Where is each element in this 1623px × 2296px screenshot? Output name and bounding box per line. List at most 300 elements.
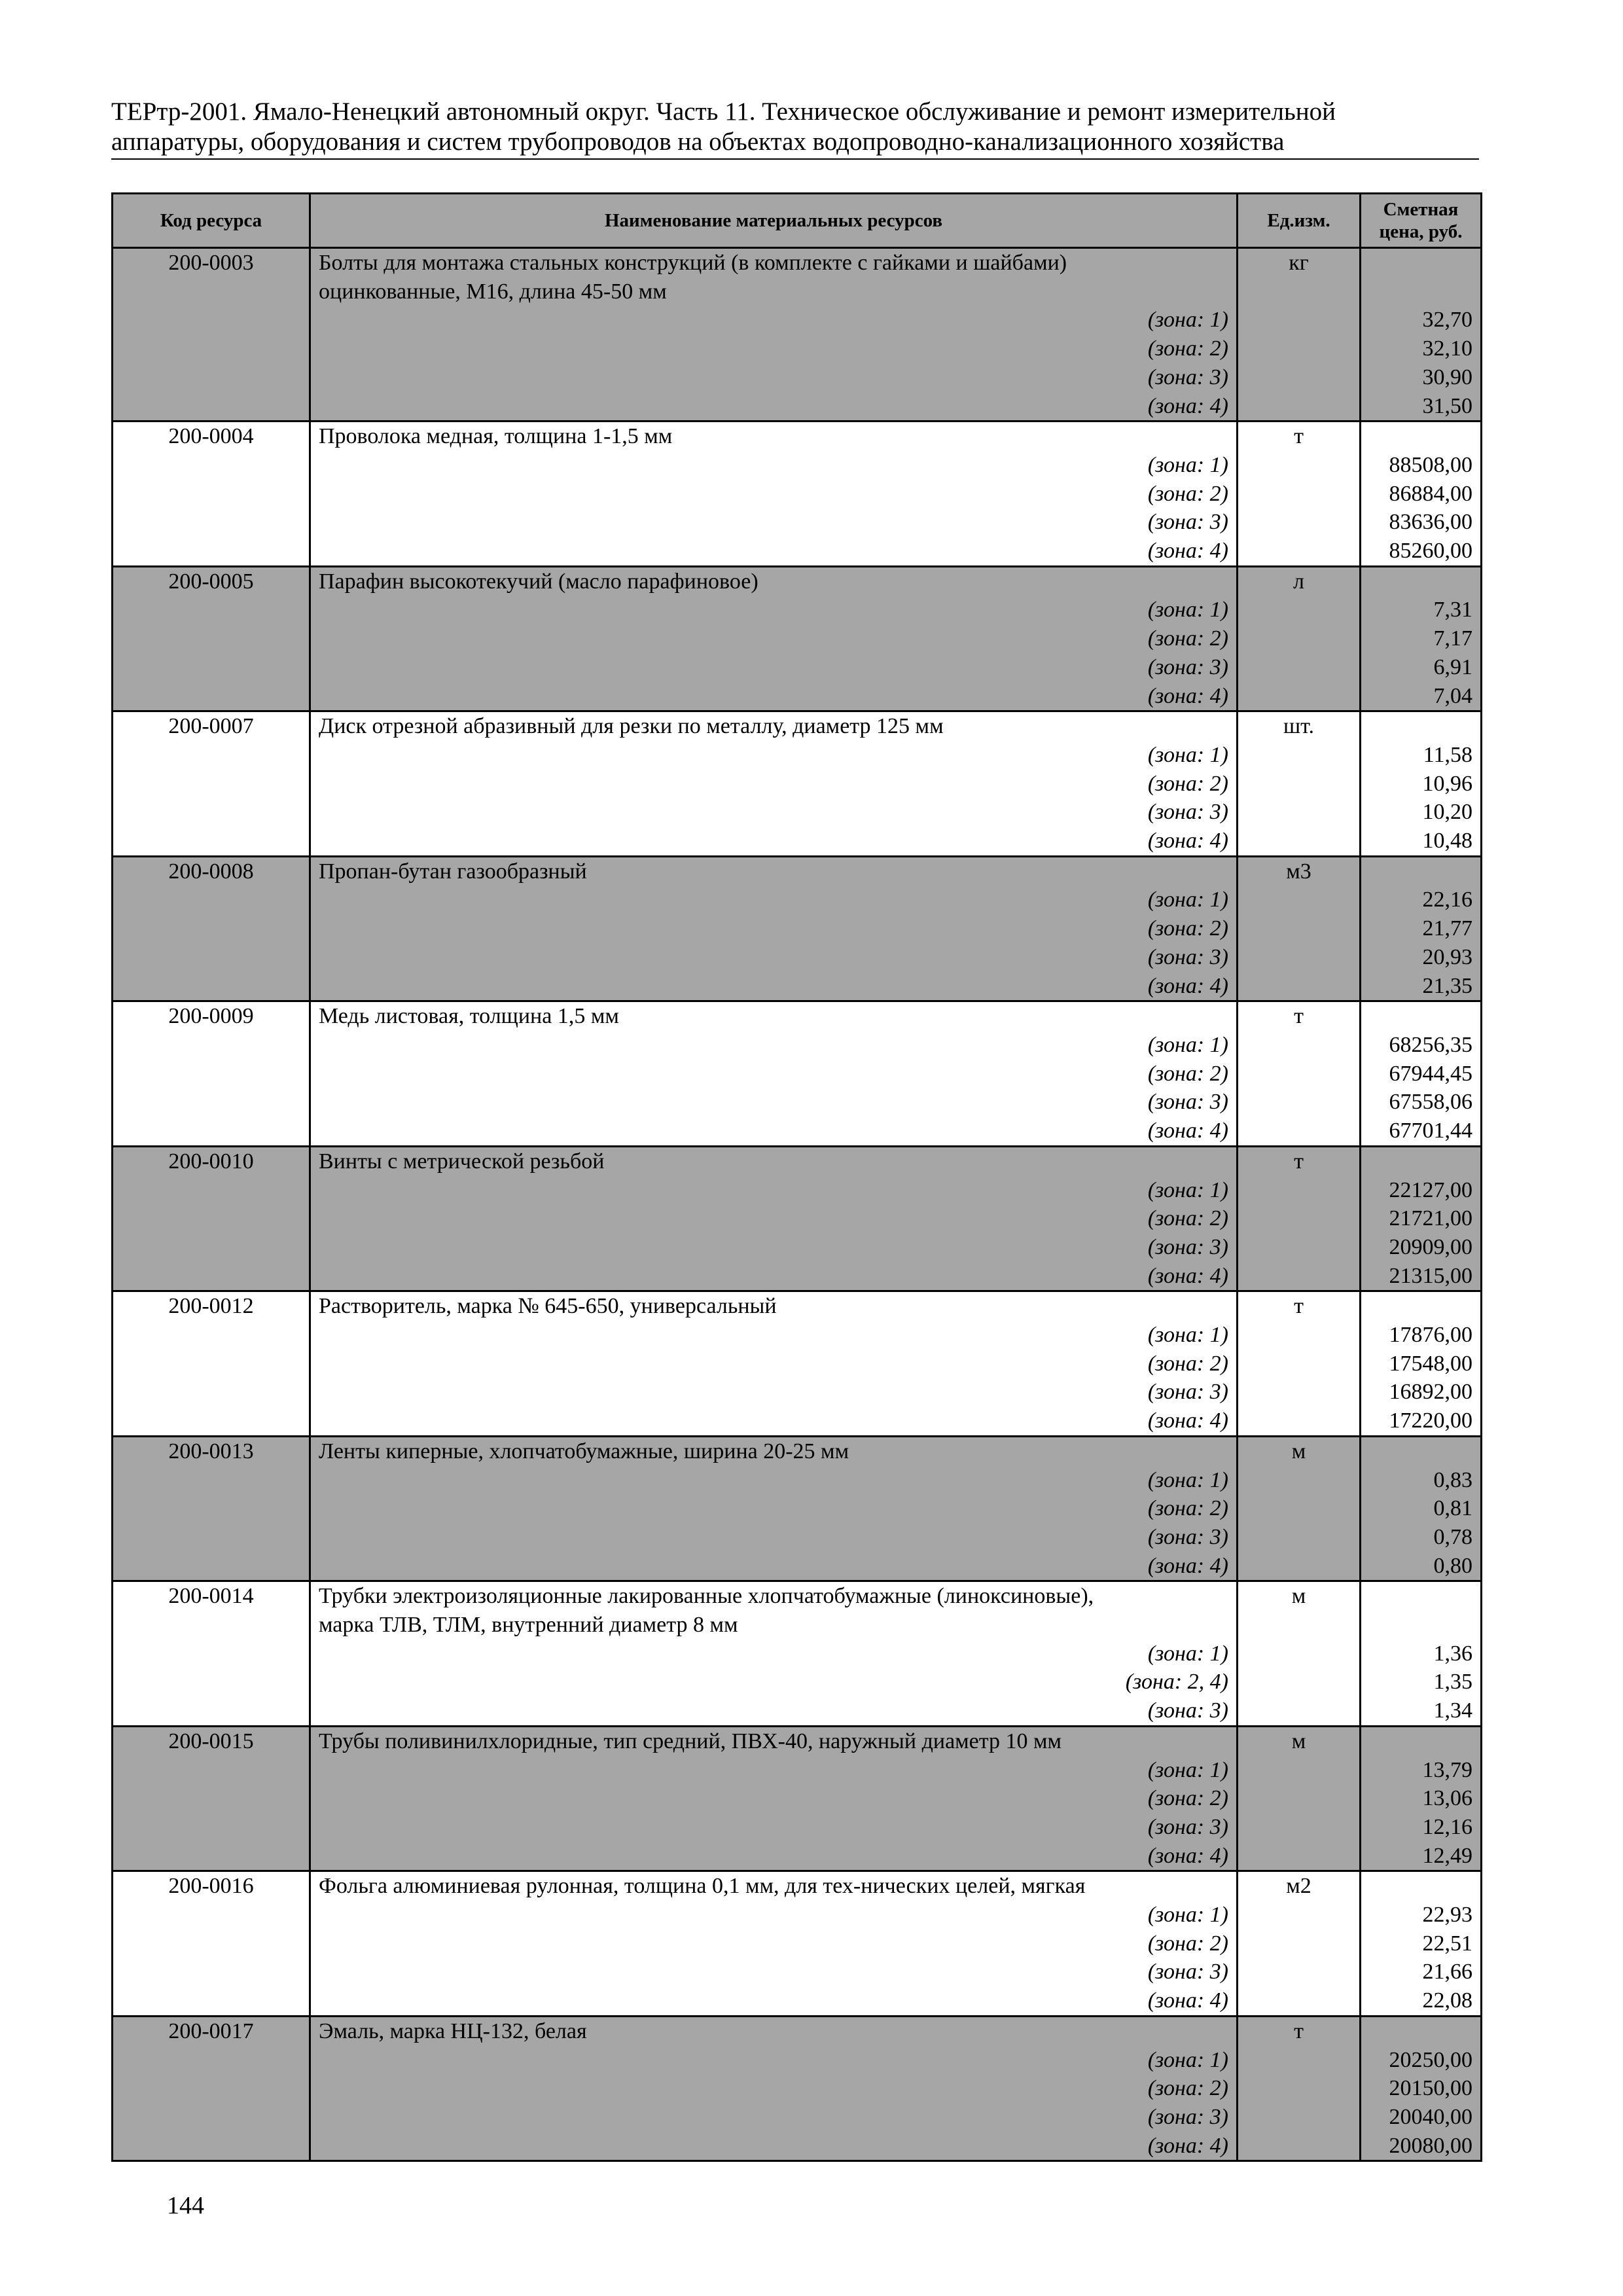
zone-price: 31,50 (1361, 392, 1482, 422)
table-row (113, 827, 1482, 856)
zone-price: 1,35 (1361, 1668, 1482, 1696)
resource-code (113, 1958, 310, 1986)
zone-price: 10,96 (1361, 770, 1482, 798)
zone-label-text: (зона: 2) (1147, 771, 1228, 796)
table-row (113, 1146, 1482, 1175)
zone-label-text: (зона: 2) (1147, 1931, 1228, 1956)
zone-label (310, 2046, 1238, 2075)
resource-unit (1238, 2074, 1361, 2103)
resource-unit (1238, 2132, 1361, 2161)
zone-label-text: (зона: 4) (1147, 1988, 1228, 2013)
zone-price: 1,34 (1361, 1696, 1482, 1726)
resource-code (113, 1262, 310, 1291)
resource-code: 200-0008 (113, 856, 310, 886)
table-row (113, 451, 1482, 480)
table-row (113, 334, 1482, 363)
column-header-price (1361, 194, 1482, 248)
resource-unit (1238, 682, 1361, 711)
zone-price (1361, 1581, 1482, 1611)
resource-code (113, 306, 310, 334)
zone-price: 20909,00 (1361, 1233, 1482, 1262)
zone-price: 7,31 (1361, 596, 1482, 624)
zone-label-text: (зона: 2, 4) (1125, 1670, 1228, 1695)
resource-unit (1238, 798, 1361, 827)
resource-code (113, 1088, 310, 1117)
zone-label-text: (зона: 4) (1147, 1408, 1228, 1433)
zone-price: 22,16 (1361, 886, 1482, 914)
zone-price: 20,93 (1361, 943, 1482, 972)
resource-unit (1238, 2103, 1361, 2132)
zone-label-text: (зона: 3) (1147, 1234, 1228, 1259)
zone-price: 0,81 (1361, 1494, 1482, 1523)
table-row (113, 1494, 1482, 1523)
zone-price (1361, 1146, 1482, 1175)
resource-unit (1238, 1552, 1361, 1581)
resource-code (113, 1784, 310, 1813)
table-row (113, 1581, 1482, 1611)
zone-label-text: (зона: 4) (1147, 973, 1228, 998)
table-row (113, 1176, 1482, 1205)
zone-label (310, 1842, 1238, 1871)
zone-label (310, 2103, 1238, 2132)
zone-label (310, 1494, 1238, 1523)
resource-unit (1238, 653, 1361, 682)
resource-code (113, 2074, 310, 2103)
zone-label-text: (зона: 2) (1147, 626, 1228, 651)
table-row (113, 480, 1482, 509)
zone-label-text: (зона: 1) (1147, 1757, 1228, 1782)
resource-code (113, 1350, 310, 1378)
resource-name: Медь листовая, толщина 1,5 мм (310, 1001, 1238, 1031)
table-row (113, 2046, 1482, 2075)
zone-label (310, 1929, 1238, 1958)
zone-price: 13,79 (1361, 1756, 1482, 1785)
zone-label (310, 306, 1238, 334)
resource-unit (1238, 1901, 1361, 1929)
zone-label (310, 1262, 1238, 1291)
zone-price: 32,10 (1361, 334, 1482, 363)
resource-code (113, 914, 310, 943)
zone-label-text: (зона: 4) (1147, 2133, 1228, 2158)
resource-unit (1238, 1176, 1361, 1205)
zone-label (310, 1901, 1238, 1929)
resource-unit: м (1238, 1436, 1361, 1465)
table-row (113, 856, 1482, 886)
resource-code (113, 1611, 310, 1640)
zone-price (1361, 1611, 1482, 1640)
zone-label (310, 624, 1238, 653)
zone-price: 21,77 (1361, 914, 1482, 943)
resource-code: 200-0017 (113, 2016, 310, 2045)
zone-label-text: (зона: 2) (1147, 2076, 1228, 2101)
zone-label (310, 886, 1238, 914)
zone-label (310, 1756, 1238, 1785)
zone-label (310, 2074, 1238, 2103)
header-line-2: аппаратуры, оборудования и систем трубопроводов на объектах водопроводно-канализационного хозяйства (111, 128, 1285, 156)
resource-code (113, 1842, 310, 1871)
table-row (113, 363, 1482, 392)
resource-code (113, 1696, 310, 1726)
zone-price: 22127,00 (1361, 1176, 1482, 1205)
zone-label (310, 334, 1238, 363)
zone-label (310, 972, 1238, 1001)
zone-label (310, 508, 1238, 537)
table-row (113, 1088, 1482, 1117)
table-row (113, 1668, 1482, 1696)
resource-unit (1238, 363, 1361, 392)
zone-label (310, 798, 1238, 827)
resource-unit (1238, 1986, 1361, 2016)
zone-label (310, 1088, 1238, 1117)
table-row (113, 248, 1482, 278)
zone-price: 7,04 (1361, 682, 1482, 711)
resource-name: Трубы поливинилхлоридные, тип средний, ПВХ-40, наружный диаметр 10 мм (310, 1726, 1238, 1755)
zone-label-text: (зона: 4) (1147, 683, 1228, 708)
zone-label-text: (зона: 2) (1147, 1061, 1228, 1086)
resource-code (113, 1523, 310, 1552)
zone-price (1361, 856, 1482, 886)
resource-unit (1238, 306, 1361, 334)
zone-price: 0,80 (1361, 1552, 1482, 1581)
zone-label (310, 1668, 1238, 1696)
resource-unit (1238, 2046, 1361, 2075)
column-header-unit: Ед.изм. (1238, 194, 1361, 248)
zone-label (310, 392, 1238, 422)
zone-label-text: (зона: 3) (1147, 655, 1228, 679)
resource-unit: т (1238, 1146, 1361, 1175)
zone-label-text: (зона: 4) (1147, 1843, 1228, 1868)
zone-label (310, 1176, 1238, 1205)
resource-code (113, 770, 310, 798)
resource-code (113, 480, 310, 509)
resource-unit (1238, 1640, 1361, 1668)
resource-code: 200-0015 (113, 1726, 310, 1755)
table-row (113, 1552, 1482, 1581)
page-number: 144 (167, 2192, 204, 2219)
table-row (113, 1696, 1482, 1726)
resource-unit (1238, 334, 1361, 363)
resource-name: оцинкованные, М16, длина 45-50 мм (310, 278, 1238, 306)
zone-label (310, 943, 1238, 972)
resource-code: 200-0014 (113, 1581, 310, 1611)
document-header (111, 97, 1479, 157)
resource-code (113, 1640, 310, 1668)
table-row (113, 596, 1482, 624)
zone-price: 22,51 (1361, 1929, 1482, 1958)
table-row (113, 422, 1482, 451)
resource-unit (1238, 508, 1361, 537)
zone-price: 22,08 (1361, 1986, 1482, 2016)
resource-unit: т (1238, 1001, 1361, 1031)
resource-code (113, 2103, 310, 2132)
resource-name: Трубки электроизоляционные лакированные хлопчатобумажные (линоксиновые), (310, 1581, 1238, 1611)
zone-label (310, 741, 1238, 770)
header-rule (111, 158, 1479, 160)
zone-label-text: (зона: 1) (1147, 1177, 1228, 1202)
resource-name: Ленты киперные, хлопчатобумажные, ширина 20-25 мм (310, 1436, 1238, 1465)
resource-unit (1238, 1696, 1361, 1726)
table-row (113, 306, 1482, 334)
zone-price (1361, 711, 1482, 741)
zone-price: 20080,00 (1361, 2132, 1482, 2161)
resource-name: Винты с метрической резьбой (310, 1146, 1238, 1175)
resource-code (113, 943, 310, 972)
table-row (113, 1378, 1482, 1407)
table-row (113, 1958, 1482, 1986)
table-row (113, 392, 1482, 422)
resource-unit (1238, 1204, 1361, 1233)
resource-name: Фольга алюминиевая рулонная, толщина 0,1 мм, для тех-нических целей, мягкая (310, 1871, 1238, 1901)
resource-code (113, 1378, 310, 1407)
zone-label-text: (зона: 2) (1147, 1351, 1228, 1376)
zone-label-text: (зона: 2) (1147, 1496, 1228, 1521)
resource-code (113, 278, 310, 306)
resource-code (113, 1233, 310, 1262)
resource-code (113, 537, 310, 566)
zone-label-text: (зона: 3) (1147, 800, 1228, 825)
resource-code: 200-0005 (113, 566, 310, 596)
table-header-row (113, 194, 1482, 248)
table-row (113, 1929, 1482, 1958)
column-header-code: Код ресурса (113, 194, 310, 248)
zone-label-text: (зона: 4) (1147, 1553, 1228, 1578)
zone-price: 10,20 (1361, 798, 1482, 827)
resource-unit: м (1238, 1726, 1361, 1755)
table-row (113, 537, 1482, 566)
zone-label-text: (зона: 1) (1147, 2047, 1228, 2072)
zone-label-text: (зона: 2) (1147, 1206, 1228, 1231)
resource-unit: м2 (1238, 1871, 1361, 1901)
column-header-price-line-1: Сметная (1383, 199, 1459, 220)
zone-label-text: (зона: 1) (1147, 888, 1228, 912)
resource-code: 200-0016 (113, 1871, 310, 1901)
zone-price: 86884,00 (1361, 480, 1482, 509)
resource-code (113, 741, 310, 770)
resource-code (113, 334, 310, 363)
resource-code (113, 1756, 310, 1785)
table-row (113, 2016, 1482, 2045)
table-row (113, 972, 1482, 1001)
resource-unit (1238, 943, 1361, 972)
zone-label-text: (зона: 4) (1147, 1119, 1228, 1143)
zone-price: 20250,00 (1361, 2046, 1482, 2075)
table-row (113, 1204, 1482, 1233)
zone-label-text: (зона: 2) (1147, 1786, 1228, 1811)
resource-unit (1238, 1378, 1361, 1407)
resource-unit (1238, 827, 1361, 856)
zone-price (1361, 1291, 1482, 1321)
resource-code (113, 1466, 310, 1495)
zone-label-text: (зона: 1) (1147, 308, 1228, 332)
resource-code (113, 624, 310, 653)
table-row (113, 1407, 1482, 1436)
table-row (113, 1756, 1482, 1785)
resource-code (113, 2132, 310, 2161)
resource-name: Диск отрезной абразивный для резки по металлу, диаметр 125 мм (310, 711, 1238, 741)
resource-unit: л (1238, 566, 1361, 596)
zone-price: 20150,00 (1361, 2074, 1482, 2103)
zone-label (310, 363, 1238, 392)
zone-price: 0,78 (1361, 1523, 1482, 1552)
zone-label (310, 653, 1238, 682)
zone-label-text: (зона: 1) (1147, 1032, 1228, 1057)
table-row (113, 1233, 1482, 1262)
table-row (113, 1726, 1482, 1755)
resource-unit (1238, 1929, 1361, 1958)
zone-label-text: (зона: 3) (1147, 1524, 1228, 1549)
zone-label-text: (зона: 3) (1147, 1380, 1228, 1405)
resource-name: Парафин высокотекучий (масло парафиновое) (310, 566, 1238, 596)
zone-price (1361, 422, 1482, 451)
resource-code (113, 1668, 310, 1696)
table-row (113, 1291, 1482, 1321)
resource-unit (1238, 1756, 1361, 1785)
zone-label (310, 1378, 1238, 1407)
zone-price: 1,36 (1361, 1640, 1482, 1668)
resource-code (113, 1176, 310, 1205)
zone-price: 21315,00 (1361, 1262, 1482, 1291)
table-row (113, 1842, 1482, 1871)
zone-price: 32,70 (1361, 306, 1482, 334)
zone-label (310, 1204, 1238, 1233)
zone-label-text: (зона: 3) (1147, 510, 1228, 535)
resource-code (113, 1031, 310, 1060)
table-row (113, 2074, 1482, 2103)
resource-unit (1238, 770, 1361, 798)
zone-price: 13,06 (1361, 1784, 1482, 1813)
column-header-price-line-2: цена, руб. (1379, 221, 1463, 242)
resource-code (113, 1321, 310, 1350)
zone-label (310, 480, 1238, 509)
resource-unit (1238, 886, 1361, 914)
zone-price: 0,83 (1361, 1466, 1482, 1495)
resource-unit: т (1238, 1291, 1361, 1321)
table-row (113, 1031, 1482, 1060)
zone-price (1361, 248, 1482, 278)
resource-code (113, 392, 310, 422)
zone-label (310, 537, 1238, 566)
zone-price: 16892,00 (1361, 1378, 1482, 1407)
zone-label-text: (зона: 3) (1147, 1814, 1228, 1839)
zone-price: 21721,00 (1361, 1204, 1482, 1233)
resource-code: 200-0007 (113, 711, 310, 741)
zone-label (310, 827, 1238, 856)
resource-code (113, 1117, 310, 1146)
resource-unit (1238, 1262, 1361, 1291)
zone-label (310, 1958, 1238, 1986)
resource-code (113, 972, 310, 1001)
zone-price: 22,93 (1361, 1901, 1482, 1929)
table-row (113, 1466, 1482, 1495)
zone-label (310, 1552, 1238, 1581)
zone-label-text: (зона: 1) (1147, 1903, 1228, 1928)
table-row (113, 508, 1482, 537)
resource-unit (1238, 1466, 1361, 1495)
zone-label-text: (зона: 4) (1147, 1263, 1228, 1288)
table-row (113, 886, 1482, 914)
table-body (113, 248, 1482, 2161)
resource-unit (1238, 392, 1361, 422)
resource-unit (1238, 972, 1361, 1001)
zone-price: 11,58 (1361, 741, 1482, 770)
table-row (113, 1321, 1482, 1350)
table-row (113, 1611, 1482, 1640)
table-row (113, 1262, 1482, 1291)
resource-name: Растворитель, марка № 645-650, универсальный (310, 1291, 1238, 1321)
table-row (113, 1640, 1482, 1668)
resource-code (113, 596, 310, 624)
resource-code: 200-0010 (113, 1146, 310, 1175)
zone-label (310, 1696, 1238, 1726)
zone-label-text: (зона: 1) (1147, 598, 1228, 622)
resource-unit (1238, 914, 1361, 943)
zone-label (310, 1233, 1238, 1262)
resource-name: Пропан-бутан газообразный (310, 856, 1238, 886)
zone-price: 21,66 (1361, 1958, 1482, 1986)
table-row (113, 1784, 1482, 1813)
resource-code (113, 508, 310, 537)
zone-label-text: (зона: 4) (1147, 539, 1228, 564)
resource-unit (1238, 624, 1361, 653)
resource-name: марка ТЛВ, ТЛМ, внутренний диаметр 8 мм (310, 1611, 1238, 1640)
table-row (113, 1523, 1482, 1552)
resource-unit (1238, 1668, 1361, 1696)
zone-label-text: (зона: 2) (1147, 916, 1228, 941)
resource-unit (1238, 1088, 1361, 1117)
resource-code (113, 1929, 310, 1958)
table-row (113, 682, 1482, 711)
resource-code: 200-0003 (113, 248, 310, 278)
zone-label-text: (зона: 1) (1147, 742, 1228, 767)
resource-unit (1238, 1611, 1361, 1640)
resource-code (113, 886, 310, 914)
table-row (113, 741, 1482, 770)
zone-price: 21,35 (1361, 972, 1482, 1001)
zone-label (310, 1060, 1238, 1088)
resource-unit (1238, 1523, 1361, 1552)
zone-price (1361, 278, 1482, 306)
zone-label (310, 451, 1238, 480)
zone-price: 17548,00 (1361, 1350, 1482, 1378)
zone-price: 67944,45 (1361, 1060, 1482, 1088)
zone-label-text: (зона: 3) (1147, 2105, 1228, 2129)
resource-unit: т (1238, 422, 1361, 451)
resource-code (113, 798, 310, 827)
zone-price: 88508,00 (1361, 451, 1482, 480)
resource-unit: кг (1238, 248, 1361, 278)
resource-code (113, 1204, 310, 1233)
resource-unit (1238, 1842, 1361, 1871)
zone-price (1361, 1871, 1482, 1901)
zone-label-text: (зона: 4) (1147, 829, 1228, 853)
zone-price: 85260,00 (1361, 537, 1482, 566)
table-row (113, 624, 1482, 653)
zone-price: 6,91 (1361, 653, 1482, 682)
zone-price: 12,16 (1361, 1813, 1482, 1842)
zone-price: 10,48 (1361, 827, 1482, 856)
resource-code (113, 1407, 310, 1436)
table-row (113, 1901, 1482, 1929)
resource-unit (1238, 1813, 1361, 1842)
resources-table (111, 192, 1482, 2162)
zone-price: 67558,06 (1361, 1088, 1482, 1117)
zone-price (1361, 1001, 1482, 1031)
zone-label-text: (зона: 1) (1147, 1323, 1228, 1348)
resource-unit (1238, 1350, 1361, 1378)
resource-code (113, 1494, 310, 1523)
table-row (113, 770, 1482, 798)
resource-code (113, 1813, 310, 1842)
